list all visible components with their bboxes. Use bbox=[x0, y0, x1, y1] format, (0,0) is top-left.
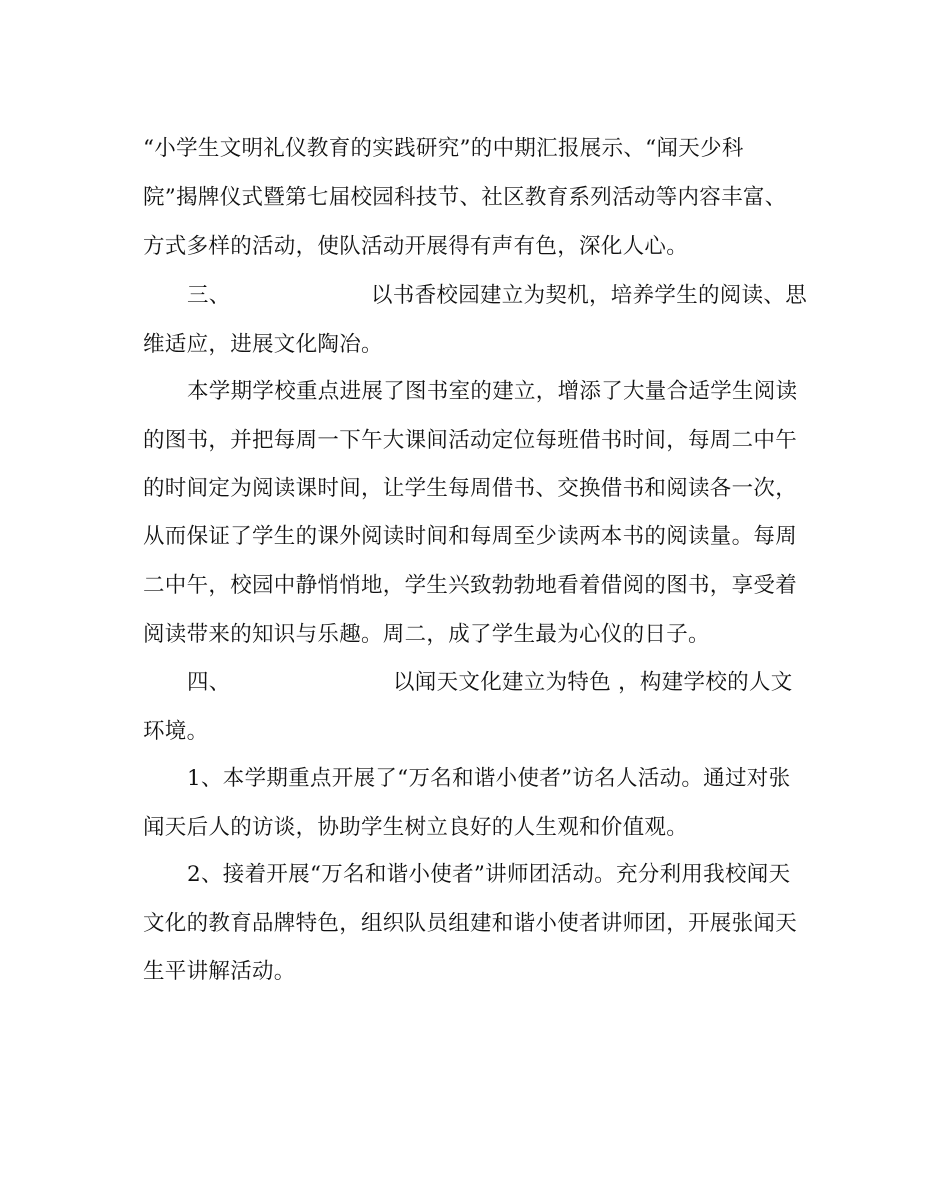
text-line: “小学生文明礼仪教育的实践研究”的中期汇报展示、“闻天少科 bbox=[143, 136, 744, 161]
text-line: 的图书，并把每周一下午大课间活动定位每班借书时间，每周二中午 bbox=[143, 428, 798, 453]
section-title: 以闻天文化建立为特色 ，构建学校的人文 bbox=[393, 670, 793, 695]
text-line: 院”揭牌仪式暨第七届校园科技节、社区教育系列活动等内容丰富、 bbox=[143, 185, 787, 210]
text-line: 方式多样的活动，使队活动开展得有声有色，深化人心。 bbox=[143, 234, 689, 259]
section-number: 四、 bbox=[187, 670, 231, 695]
text-line: 1、本学期重点开展了“万名和谐小使者”访名人活动。通过对张 bbox=[187, 766, 791, 791]
text-line: 文化的教育品牌特色，组织队员组建和谐小使者讲师团，开展张闻天 bbox=[143, 911, 798, 936]
section-title: 以书香校园建立为契机，培养学生的阅读、思 bbox=[371, 283, 808, 308]
text-line: 从而保证了学生的课外阅读时间和每周至少读两本书的阅读量。每周 bbox=[143, 524, 798, 549]
text-line: 本学期学校重点进展了图书室的建立，增添了大量合适学生阅读 bbox=[187, 379, 798, 404]
text-line: 的时间定为阅读课时间，让学生每周借书、交换借书和阅读各一次， bbox=[143, 476, 798, 501]
section-number: 三、 bbox=[187, 283, 231, 308]
text-line: 闻天后人的访谈，协助学生树立良好的人生观和价值观。 bbox=[143, 815, 689, 840]
section-title-continuation: 环境。 bbox=[143, 719, 209, 744]
text-line: 生平讲解活动。 bbox=[143, 959, 296, 984]
section-title-continuation: 维适应，进展文化陶冶。 bbox=[143, 332, 383, 357]
text-line: 阅读带来的知识与乐趣。周二，成了学生最为心仪的日子。 bbox=[143, 622, 710, 647]
text-line: 2、接着开展“万名和谐小使者”讲师团活动。充分利用我校闻天 bbox=[187, 862, 791, 887]
text-line: 二中午，校园中静悄悄地，学生兴致勃勃地看着借阅的图书，享受着 bbox=[143, 573, 798, 598]
